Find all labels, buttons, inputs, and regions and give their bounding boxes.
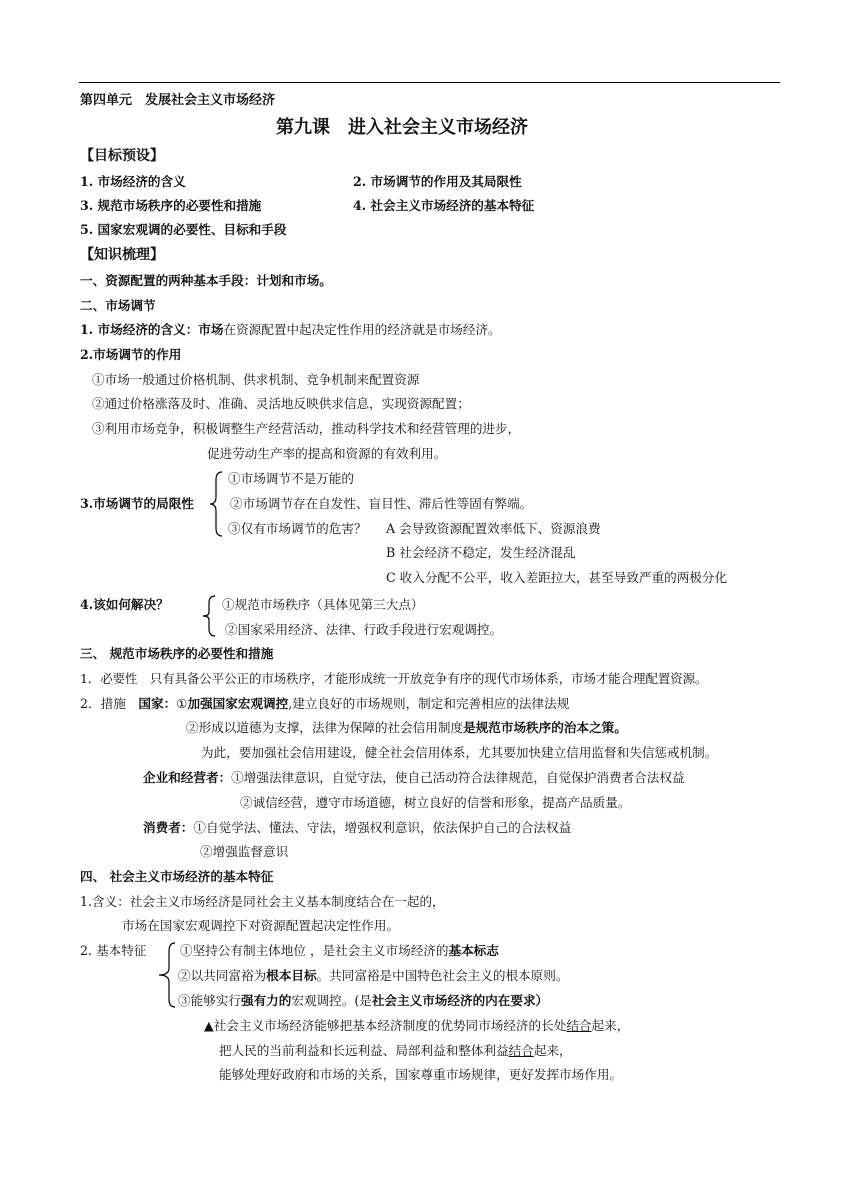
solve-item: ②国家采用经济、法律、行政手段进行宏观调控。 [225, 622, 503, 637]
section-4-title: 四、 社会主义市场经济的基本特征 [80, 869, 274, 884]
note-line-3: 能够处理好政府和市场的关系，国家尊重市场规律，更好发挥市场作用。 [219, 1067, 622, 1082]
solve-title: 4.该如何解决？ [80, 597, 169, 612]
goal-item: 3. 规范市场秩序的必要性和措施 [80, 198, 262, 213]
goals-heading: 【目标预设】 [80, 148, 164, 164]
goal-item: 4. 社会主义市场经济的基本特征 [353, 198, 535, 213]
limit-item: ②市场调节存在自发性、盲目性、滞后性等固有弊端。 [230, 496, 533, 511]
section-3-title: 三、 规范市场秩序的必要性和措施 [80, 646, 274, 661]
state-measure-3: 为此，要加强社会信用建设，健全社会信用体系，尤其要加快建立信用监督和失信惩戒机制。 [201, 745, 718, 760]
goal-item: 5. 国家宏观调的必要性、目标和手段 [80, 222, 287, 237]
harm-item: B 社会经济不稳定，发生经济混乱 [386, 545, 576, 560]
role-item: ②通过价格涨落及时、准确、灵活地反映供求信息，实现资源配置； [92, 396, 470, 411]
limits-brace [208, 470, 224, 538]
state-measure-2: ②形成以道德为支撑，法律为保障的社会信用制度是规范市场秩序的治本之策。 [186, 720, 627, 735]
unit-header: 第四单元 发展社会主义市场经济 [80, 93, 276, 108]
harm-item: C 收入分配不公平，收入差距拉大，甚至导致严重的两极分化 [386, 570, 728, 585]
note-line-2: 把人民的当前利益和长远利益、局部利益和整体利益结合起来， [219, 1043, 572, 1058]
business-measure-1: 企业和经营者：①增强法律意识，自觉守法，使自己活动符合法律规范，自觉保护消费者合法权益 [143, 770, 685, 785]
feature-1: ①坚持公有制主体地位 ，是社会主义市场经济的基本标志 [180, 943, 499, 958]
meaning-line-1: 1.含义：社会主义市场经济是同社会主义基本制度结合在一起的， [80, 894, 445, 909]
solve-item: ①规范市场秩序（具体见第三大点） [222, 597, 424, 612]
feature-3: ③能够实行强有力的宏观调控。(是社会主义市场经济的内在要求） [178, 993, 549, 1008]
lesson-title: 第九课 进入社会主义市场经济 [276, 117, 528, 138]
features-brace [157, 941, 177, 1009]
goal-item: 1. 市场经济的含义 [80, 174, 186, 189]
meaning-line-2: 市场在国家宏观调控下对资源配置起决定性作用。 [122, 918, 400, 933]
consumer-measure-2: ②增强监督意识 [200, 844, 289, 859]
feature-2: ②以共同富裕为根本目标。共同富裕是中国特色社会主义的根本原则。 [178, 968, 569, 983]
goal-item: 2. 市场调节的作用及其局限性 [353, 174, 522, 189]
necessity-text: 1．必要性 只有具备公平公正的市场秩序，才能形成统一开放竞争有序的现代市场体系，市场才能合理配置资源。 [80, 671, 708, 686]
features-label: 2. 基本特征 [80, 943, 147, 958]
solve-brace [201, 594, 217, 638]
consumer-measure-1: 消费者：①自觉学法、懂法、守法，增强权利意识，依法保护自己的合法权益 [143, 820, 572, 835]
state-measure-1: 2．措施 国家：①加强国家宏观调控,建立良好的市场规则，制定和完善相应的法律法规 [80, 696, 570, 711]
business-measure-2: ②诚信经营，遵守市场道德，树立良好的信誉和形象，提高产品质量。 [240, 795, 631, 810]
header-rule [79, 82, 780, 83]
role-item: ①市场一般通过价格机制、供求机制、竞争机制来配置资源 [92, 372, 420, 387]
limit-item: ①市场调节不是万能的 [228, 471, 354, 486]
note-line-1: ▲社会主义市场经济能够把基本经济制度的优势同市场经济的长处结合起来， [204, 1018, 630, 1033]
limits-title: 3.市场调节的局限性 [80, 496, 194, 511]
limit-item: ③仅有市场调节的危害？ [228, 521, 367, 536]
review-heading: 【知识梳理】 [80, 247, 164, 263]
section-1-title: 一、资源配置的两种基本手段：计划和市场。 [80, 273, 332, 288]
role-title: 2.市场调节的作用 [80, 347, 182, 362]
section-2-title: 二、市场调节 [80, 298, 156, 313]
role-item-continued: 促进劳动生产率的提高和资源的有效利用。 [207, 446, 447, 461]
market-economy-definition: 1. 市场经济的含义：市场在资源配置中起决定性作用的经济就是市场经济。 [80, 322, 501, 337]
harm-item: A 会导致资源配置效率低下、资源浪费 [386, 521, 601, 536]
role-item: ③利用市场竞争，积极调整生产经营活动，推动科学技术和经营管理的进步， [92, 421, 521, 436]
